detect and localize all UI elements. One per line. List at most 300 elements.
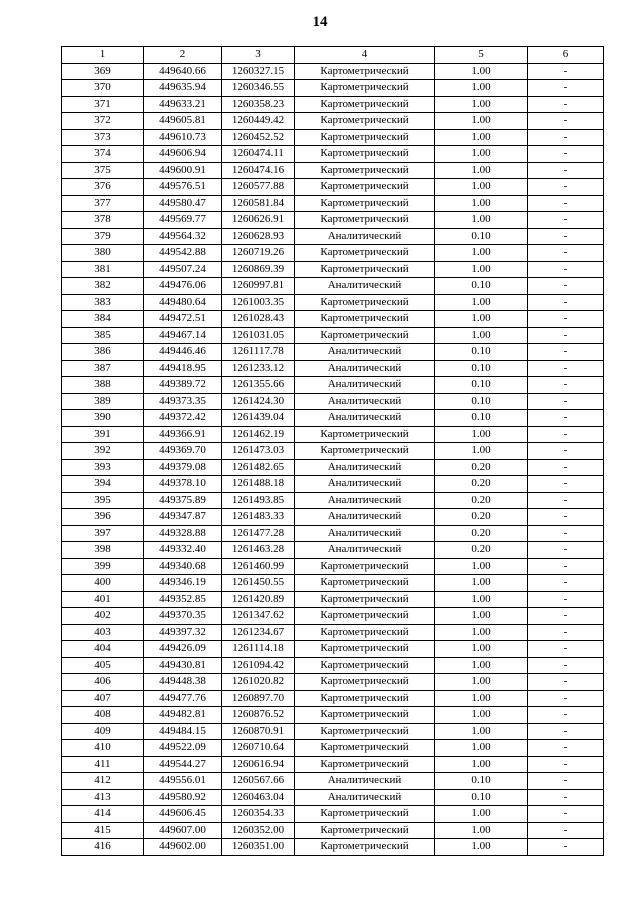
method-cell: Картометрический: [295, 641, 435, 658]
note-cell: -: [528, 839, 604, 856]
x-coordinate-cell: 449610.73: [144, 129, 222, 146]
accuracy-cell: 0.20: [435, 525, 528, 542]
method-cell: Картометрический: [295, 591, 435, 608]
table-row: [62, 129, 604, 146]
accuracy-cell: 1.00: [435, 608, 528, 625]
point-number-cell: 413: [62, 789, 144, 806]
table-row: [62, 723, 604, 740]
method-cell: Картометрический: [295, 822, 435, 839]
accuracy-cell: 1.00: [435, 657, 528, 674]
point-number-cell: 395: [62, 492, 144, 509]
table-row: [62, 822, 604, 839]
note-cell: -: [528, 492, 604, 509]
point-number-cell: 414: [62, 806, 144, 823]
x-coordinate-cell: 449370.35: [144, 608, 222, 625]
accuracy-cell: 1.00: [435, 179, 528, 196]
x-coordinate-cell: 449556.01: [144, 773, 222, 790]
method-cell: Аналитический: [295, 773, 435, 790]
x-coordinate-cell: 449484.15: [144, 723, 222, 740]
note-cell: -: [528, 476, 604, 493]
y-coordinate-cell: 1260869.39: [222, 261, 295, 278]
accuracy-cell: 1.00: [435, 146, 528, 163]
note-cell: -: [528, 624, 604, 641]
note-cell: -: [528, 608, 604, 625]
x-coordinate-cell: 449467.14: [144, 327, 222, 344]
y-coordinate-cell: 1261234.67: [222, 624, 295, 641]
table-row: [62, 624, 604, 641]
accuracy-cell: 0.10: [435, 344, 528, 361]
note-cell: -: [528, 410, 604, 427]
x-coordinate-cell: 449378.10: [144, 476, 222, 493]
y-coordinate-cell: 1260719.26: [222, 245, 295, 262]
note-cell: -: [528, 789, 604, 806]
table-row: [62, 740, 604, 757]
method-cell: Картометрический: [295, 690, 435, 707]
point-number-cell: 396: [62, 509, 144, 526]
accuracy-cell: 1.00: [435, 641, 528, 658]
method-cell: Картометрический: [295, 806, 435, 823]
accuracy-cell: 1.00: [435, 129, 528, 146]
point-number-cell: 410: [62, 740, 144, 757]
x-coordinate-cell: 449600.91: [144, 162, 222, 179]
x-coordinate-cell: 449375.89: [144, 492, 222, 509]
method-cell: Картометрический: [295, 426, 435, 443]
point-number-cell: 403: [62, 624, 144, 641]
point-number-cell: 384: [62, 311, 144, 328]
y-coordinate-cell: 1261420.89: [222, 591, 295, 608]
table-row: [62, 344, 604, 361]
method-cell: Картометрический: [295, 624, 435, 641]
y-coordinate-cell: 1260870.91: [222, 723, 295, 740]
x-coordinate-cell: 449564.32: [144, 228, 222, 245]
table-row: [62, 410, 604, 427]
table-row: [62, 509, 604, 526]
y-coordinate-cell: 1261460.99: [222, 558, 295, 575]
accuracy-cell: 1.00: [435, 690, 528, 707]
accuracy-cell: 1.00: [435, 195, 528, 212]
x-coordinate-cell: 449507.24: [144, 261, 222, 278]
method-cell: Картометрический: [295, 179, 435, 196]
y-coordinate-cell: 1261233.12: [222, 360, 295, 377]
point-number-cell: 388: [62, 377, 144, 394]
x-coordinate-cell: 449605.81: [144, 113, 222, 130]
note-cell: -: [528, 377, 604, 394]
note-cell: -: [528, 162, 604, 179]
accuracy-cell: 1.00: [435, 96, 528, 113]
note-cell: -: [528, 740, 604, 757]
note-cell: -: [528, 393, 604, 410]
note-cell: -: [528, 674, 604, 691]
y-coordinate-cell: 1260897.70: [222, 690, 295, 707]
point-number-cell: 374: [62, 146, 144, 163]
note-cell: -: [528, 459, 604, 476]
accuracy-cell: 1.00: [435, 311, 528, 328]
accuracy-cell: 1.00: [435, 740, 528, 757]
method-cell: Аналитический: [295, 344, 435, 361]
table-row: [62, 113, 604, 130]
y-coordinate-cell: 1261488.18: [222, 476, 295, 493]
accuracy-cell: 0.20: [435, 509, 528, 526]
accuracy-cell: 1.00: [435, 426, 528, 443]
method-cell: Картометрический: [295, 327, 435, 344]
y-coordinate-cell: 1261473.03: [222, 443, 295, 460]
point-number-cell: 387: [62, 360, 144, 377]
method-cell: Картометрический: [295, 756, 435, 773]
y-coordinate-cell: 1260577.88: [222, 179, 295, 196]
table-row: [62, 360, 604, 377]
point-number-cell: 375: [62, 162, 144, 179]
page-number: 14: [312, 14, 328, 30]
point-number-cell: 370: [62, 80, 144, 97]
accuracy-cell: 1.00: [435, 294, 528, 311]
method-cell: Аналитический: [295, 278, 435, 295]
accuracy-cell: 1.00: [435, 63, 528, 80]
accuracy-cell: 1.00: [435, 212, 528, 229]
accuracy-cell: 1.00: [435, 80, 528, 97]
y-coordinate-cell: 1260997.81: [222, 278, 295, 295]
table-row: [62, 212, 604, 229]
point-number-cell: 386: [62, 344, 144, 361]
accuracy-cell: 1.00: [435, 624, 528, 641]
table-row: [62, 608, 604, 625]
point-number-cell: 372: [62, 113, 144, 130]
point-number-cell: 392: [62, 443, 144, 460]
point-number-cell: 371: [62, 96, 144, 113]
table-row: [62, 426, 604, 443]
y-coordinate-cell: 1260463.04: [222, 789, 295, 806]
method-cell: Картометрический: [295, 162, 435, 179]
table-row: [62, 162, 604, 179]
y-coordinate-cell: 1261003.35: [222, 294, 295, 311]
x-coordinate-cell: 449379.08: [144, 459, 222, 476]
table-row: [62, 80, 604, 97]
note-cell: -: [528, 146, 604, 163]
method-cell: Аналитический: [295, 360, 435, 377]
x-coordinate-cell: 449606.94: [144, 146, 222, 163]
method-cell: Картометрический: [295, 129, 435, 146]
x-coordinate-cell: 449482.81: [144, 707, 222, 724]
point-number-cell: 412: [62, 773, 144, 790]
x-coordinate-cell: 449476.06: [144, 278, 222, 295]
accuracy-cell: 0.20: [435, 542, 528, 559]
point-number-cell: 379: [62, 228, 144, 245]
table-row: [62, 707, 604, 724]
method-cell: Картометрический: [295, 558, 435, 575]
method-cell: Аналитический: [295, 509, 435, 526]
point-number-cell: 416: [62, 839, 144, 856]
table-row: [62, 525, 604, 542]
method-cell: Картометрический: [295, 575, 435, 592]
accuracy-cell: 1.00: [435, 756, 528, 773]
point-number-cell: 409: [62, 723, 144, 740]
method-cell: Картометрический: [295, 311, 435, 328]
y-coordinate-cell: 1260616.94: [222, 756, 295, 773]
method-cell: Картометрический: [295, 195, 435, 212]
column-header: 5: [435, 47, 528, 64]
note-cell: -: [528, 443, 604, 460]
note-cell: -: [528, 806, 604, 823]
x-coordinate-cell: 449544.27: [144, 756, 222, 773]
y-coordinate-cell: 1260449.42: [222, 113, 295, 130]
accuracy-cell: 0.10: [435, 278, 528, 295]
point-number-cell: 381: [62, 261, 144, 278]
note-cell: -: [528, 690, 604, 707]
y-coordinate-cell: 1261463.28: [222, 542, 295, 559]
method-cell: Картометрический: [295, 674, 435, 691]
method-cell: Аналитический: [295, 459, 435, 476]
y-coordinate-cell: 1260327.15: [222, 63, 295, 80]
accuracy-cell: 0.10: [435, 789, 528, 806]
note-cell: -: [528, 591, 604, 608]
point-number-cell: 398: [62, 542, 144, 559]
method-cell: Аналитический: [295, 476, 435, 493]
y-coordinate-cell: 1260358.23: [222, 96, 295, 113]
table-row: [62, 492, 604, 509]
table-row: [62, 459, 604, 476]
method-cell: Картометрический: [295, 294, 435, 311]
method-cell: Картометрический: [295, 96, 435, 113]
table-row: [62, 393, 604, 410]
table-row: [62, 591, 604, 608]
method-cell: Картометрический: [295, 212, 435, 229]
y-coordinate-cell: 1261477.28: [222, 525, 295, 542]
method-cell: Картометрический: [295, 245, 435, 262]
table-row: [62, 674, 604, 691]
y-coordinate-cell: 1260346.55: [222, 80, 295, 97]
note-cell: -: [528, 509, 604, 526]
point-number-cell: 404: [62, 641, 144, 658]
table-row: [62, 327, 604, 344]
method-cell: Аналитический: [295, 525, 435, 542]
method-cell: Аналитический: [295, 542, 435, 559]
point-number-cell: 373: [62, 129, 144, 146]
x-coordinate-cell: 449418.95: [144, 360, 222, 377]
y-coordinate-cell: 1260352.00: [222, 822, 295, 839]
accuracy-cell: 1.00: [435, 591, 528, 608]
accuracy-cell: 0.20: [435, 476, 528, 493]
table-row: [62, 542, 604, 559]
point-number-cell: 389: [62, 393, 144, 410]
accuracy-cell: 0.10: [435, 228, 528, 245]
table-row: [62, 789, 604, 806]
accuracy-cell: 0.20: [435, 492, 528, 509]
table-row: [62, 311, 604, 328]
accuracy-cell: 1.00: [435, 575, 528, 592]
x-coordinate-cell: 449372.42: [144, 410, 222, 427]
table-row: [62, 245, 604, 262]
x-coordinate-cell: 449328.88: [144, 525, 222, 542]
note-cell: -: [528, 80, 604, 97]
point-number-cell: 407: [62, 690, 144, 707]
method-cell: Аналитический: [295, 377, 435, 394]
x-coordinate-cell: 449607.00: [144, 822, 222, 839]
y-coordinate-cell: 1261462.19: [222, 426, 295, 443]
method-cell: Картометрический: [295, 63, 435, 80]
method-cell: Картометрический: [295, 723, 435, 740]
accuracy-cell: 1.00: [435, 113, 528, 130]
note-cell: -: [528, 575, 604, 592]
note-cell: -: [528, 96, 604, 113]
y-coordinate-cell: 1261439.04: [222, 410, 295, 427]
method-cell: Аналитический: [295, 393, 435, 410]
note-cell: -: [528, 228, 604, 245]
x-coordinate-cell: 449635.94: [144, 80, 222, 97]
point-number-cell: 402: [62, 608, 144, 625]
x-coordinate-cell: 449389.72: [144, 377, 222, 394]
x-coordinate-cell: 449472.51: [144, 311, 222, 328]
accuracy-cell: 0.20: [435, 459, 528, 476]
point-number-cell: 408: [62, 707, 144, 724]
column-header: 2: [144, 47, 222, 64]
x-coordinate-cell: 449569.77: [144, 212, 222, 229]
note-cell: -: [528, 63, 604, 80]
column-header: 4: [295, 47, 435, 64]
x-coordinate-cell: 449448.38: [144, 674, 222, 691]
table-row: [62, 641, 604, 658]
accuracy-cell: 0.10: [435, 360, 528, 377]
table-row: [62, 839, 604, 856]
table-row: [62, 690, 604, 707]
note-cell: -: [528, 723, 604, 740]
x-coordinate-cell: 449352.85: [144, 591, 222, 608]
y-coordinate-cell: 1260628.93: [222, 228, 295, 245]
x-coordinate-cell: 449446.46: [144, 344, 222, 361]
note-cell: -: [528, 773, 604, 790]
point-number-cell: 380: [62, 245, 144, 262]
accuracy-cell: 1.00: [435, 674, 528, 691]
y-coordinate-cell: 1261424.30: [222, 393, 295, 410]
table-row: [62, 278, 604, 295]
y-coordinate-cell: 1260354.33: [222, 806, 295, 823]
table-body: [62, 63, 604, 855]
point-number-cell: 378: [62, 212, 144, 229]
table-row: [62, 261, 604, 278]
note-cell: -: [528, 195, 604, 212]
table-row: [62, 443, 604, 460]
y-coordinate-cell: 1260567.66: [222, 773, 295, 790]
note-cell: -: [528, 707, 604, 724]
point-number-cell: 376: [62, 179, 144, 196]
y-coordinate-cell: 1261028.43: [222, 311, 295, 328]
accuracy-cell: 1.00: [435, 443, 528, 460]
point-number-cell: 383: [62, 294, 144, 311]
method-cell: Аналитический: [295, 228, 435, 245]
table-header-row: [62, 47, 604, 64]
table-row: [62, 756, 604, 773]
note-cell: -: [528, 756, 604, 773]
method-cell: Картометрический: [295, 443, 435, 460]
point-number-cell: 391: [62, 426, 144, 443]
accuracy-cell: 1.00: [435, 162, 528, 179]
table-row: [62, 146, 604, 163]
table-row: [62, 63, 604, 80]
column-header: 6: [528, 47, 604, 64]
note-cell: -: [528, 558, 604, 575]
table-row: [62, 377, 604, 394]
x-coordinate-cell: 449522.09: [144, 740, 222, 757]
note-cell: -: [528, 294, 604, 311]
x-coordinate-cell: 449347.87: [144, 509, 222, 526]
point-number-cell: 397: [62, 525, 144, 542]
x-coordinate-cell: 449606.45: [144, 806, 222, 823]
x-coordinate-cell: 449602.00: [144, 839, 222, 856]
accuracy-cell: 1.00: [435, 822, 528, 839]
y-coordinate-cell: 1260452.52: [222, 129, 295, 146]
method-cell: Картометрический: [295, 608, 435, 625]
accuracy-cell: 1.00: [435, 558, 528, 575]
note-cell: -: [528, 822, 604, 839]
table-row: [62, 195, 604, 212]
table-row: [62, 657, 604, 674]
table-row: [62, 558, 604, 575]
x-coordinate-cell: 449346.19: [144, 575, 222, 592]
x-coordinate-cell: 449397.32: [144, 624, 222, 641]
accuracy-cell: 1.00: [435, 839, 528, 856]
y-coordinate-cell: 1261020.82: [222, 674, 295, 691]
x-coordinate-cell: 449430.81: [144, 657, 222, 674]
x-coordinate-cell: 449477.76: [144, 690, 222, 707]
note-cell: -: [528, 344, 604, 361]
y-coordinate-cell: 1260351.00: [222, 839, 295, 856]
accuracy-cell: 1.00: [435, 707, 528, 724]
note-cell: -: [528, 113, 604, 130]
method-cell: Аналитический: [295, 410, 435, 427]
note-cell: -: [528, 278, 604, 295]
y-coordinate-cell: 1260626.91: [222, 212, 295, 229]
table-row: [62, 575, 604, 592]
x-coordinate-cell: 449426.09: [144, 641, 222, 658]
note-cell: -: [528, 212, 604, 229]
y-coordinate-cell: 1261094.42: [222, 657, 295, 674]
note-cell: -: [528, 360, 604, 377]
point-number-cell: 400: [62, 575, 144, 592]
note-cell: -: [528, 525, 604, 542]
y-coordinate-cell: 1261493.85: [222, 492, 295, 509]
point-number-cell: 406: [62, 674, 144, 691]
x-coordinate-cell: 449640.66: [144, 63, 222, 80]
y-coordinate-cell: 1260474.11: [222, 146, 295, 163]
note-cell: -: [528, 245, 604, 262]
x-coordinate-cell: 449366.91: [144, 426, 222, 443]
point-number-cell: 382: [62, 278, 144, 295]
accuracy-cell: 0.10: [435, 410, 528, 427]
y-coordinate-cell: 1260474.16: [222, 162, 295, 179]
y-coordinate-cell: 1261355.66: [222, 377, 295, 394]
y-coordinate-cell: 1260581.84: [222, 195, 295, 212]
x-coordinate-cell: 449480.64: [144, 294, 222, 311]
accuracy-cell: 1.00: [435, 261, 528, 278]
accuracy-cell: 0.10: [435, 377, 528, 394]
accuracy-cell: 0.10: [435, 773, 528, 790]
table-row: [62, 773, 604, 790]
y-coordinate-cell: 1261031.05: [222, 327, 295, 344]
note-cell: -: [528, 641, 604, 658]
x-coordinate-cell: 449580.47: [144, 195, 222, 212]
method-cell: Картометрический: [295, 657, 435, 674]
point-number-cell: 405: [62, 657, 144, 674]
point-number-cell: 390: [62, 410, 144, 427]
note-cell: -: [528, 179, 604, 196]
table-row: [62, 179, 604, 196]
point-number-cell: 411: [62, 756, 144, 773]
method-cell: Картометрический: [295, 740, 435, 757]
note-cell: -: [528, 327, 604, 344]
note-cell: -: [528, 261, 604, 278]
method-cell: Картометрический: [295, 707, 435, 724]
coordinates-table: [61, 46, 604, 856]
column-header: 1: [62, 47, 144, 64]
x-coordinate-cell: 449332.40: [144, 542, 222, 559]
